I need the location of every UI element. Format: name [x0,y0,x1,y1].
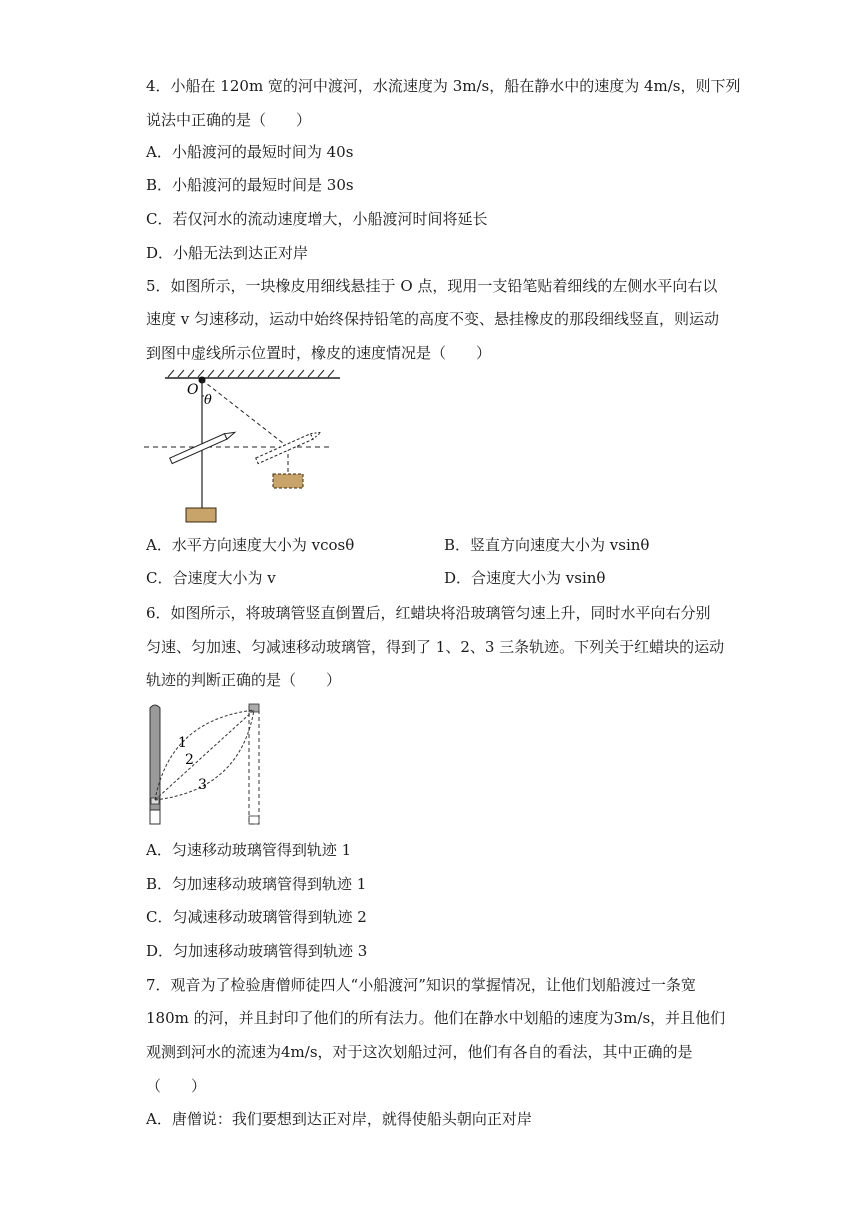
q6-stem-line-3: 轨迹的判断正确的是（ ） [146,671,342,689]
q5-option-c: C．合速度大小为 v [146,569,276,587]
q6-figure-glass-tube [140,700,270,830]
q4-stem-line-2: 说法中正确的是（ ） [146,111,312,129]
q5-stem-line-1: 5．如图所示，一块橡皮用细线悬挂于 O 点，现用一支铅笔贴着细线的左侧水平向右以 [146,277,718,295]
q4-option-a: A．小船渡河的最短时间为 40s [146,143,354,161]
q4-option-b: B．小船渡河的最短时间是 30s [146,176,354,194]
q5-option-a: A．水平方向速度大小为 vcosθ [146,536,355,554]
q4-stem-line-1: 4．小船在 120m 宽的河中渡河，水流速度为 3m/s，船在静水中的速度为 4m/s，则下列 [146,77,741,95]
q7-option-a: A．唐僧说：我们要想到达正对岸，就得使船头朝向正对岸 [146,1110,532,1128]
q6-option-d: D．匀加速移动玻璃管得到轨迹 3 [146,942,368,960]
tube-stopper [150,810,160,824]
trajectory-label-1: 1 [178,735,187,751]
q4-option-d: D．小船无法到达正对岸 [146,244,309,262]
q5-stem-line-3: 到图中虚线所示位置时，橡皮的速度情况是（ ） [146,344,492,362]
q6-stem-line-1: 6．如图所示，将玻璃管竖直倒置后，红蜡块将沿玻璃管匀速上升，同时水平向右分别 [146,604,711,622]
eraser-block [186,508,216,522]
ceiling-hatching [168,370,334,377]
q7-stem-line-4: （ ） [146,1077,207,1095]
tube-bottom-dashed [249,816,259,824]
q4-option-c: C．若仅河水的流动速度增大，小船渡河时间将延长 [146,210,488,228]
q6-option-c: C．匀减速移动玻璃管得到轨迹 2 [146,908,367,926]
q7-stem-line-1: 7．观音为了检验唐僧师徒四人“小船渡河”知识的掌握情况，让他们划船渡过一条宽 [146,976,696,994]
q6-stem-line-2: 匀速、匀加速、匀减速移动玻璃管，得到了 1、2、3 三条轨迹。下列关于红蜡块的运动 [146,638,725,656]
q7-stem-line-2: 180m 的河，并且封印了他们的所有法力。他们在静水中划船的速度为3m/s，并且他们 [146,1009,726,1027]
slanted-dashed-string [202,380,288,447]
q5-stem-line-2: 速度 v 匀速移动，运动中始终保持铅笔的高度不变、悬挂橡皮的那段细线竖直，则运动 [146,310,720,328]
q5-figure-pendulum-pencil [140,366,360,526]
glass-tube-solid [150,705,160,824]
eraser-dashed-block [273,474,303,488]
trajectory-label-2: 2 [185,752,194,768]
trajectory-label-3: 3 [198,777,207,793]
q6-option-b: B．匀加速移动玻璃管得到轨迹 1 [146,875,367,893]
q6-option-a: A．匀速移动玻璃管得到轨迹 1 [146,841,352,859]
label-o: O [187,382,199,398]
q5-option-b: B．竖直方向速度大小为 vsinθ [444,536,650,554]
q5-option-d: D．合速度大小为 vsinθ [444,569,606,587]
label-theta: θ [204,393,212,408]
q7-stem-line-3: 观测到河水的流速为4m/s，对于这次划船过河，他们有各自的看法，其中正确的是 [146,1043,693,1061]
